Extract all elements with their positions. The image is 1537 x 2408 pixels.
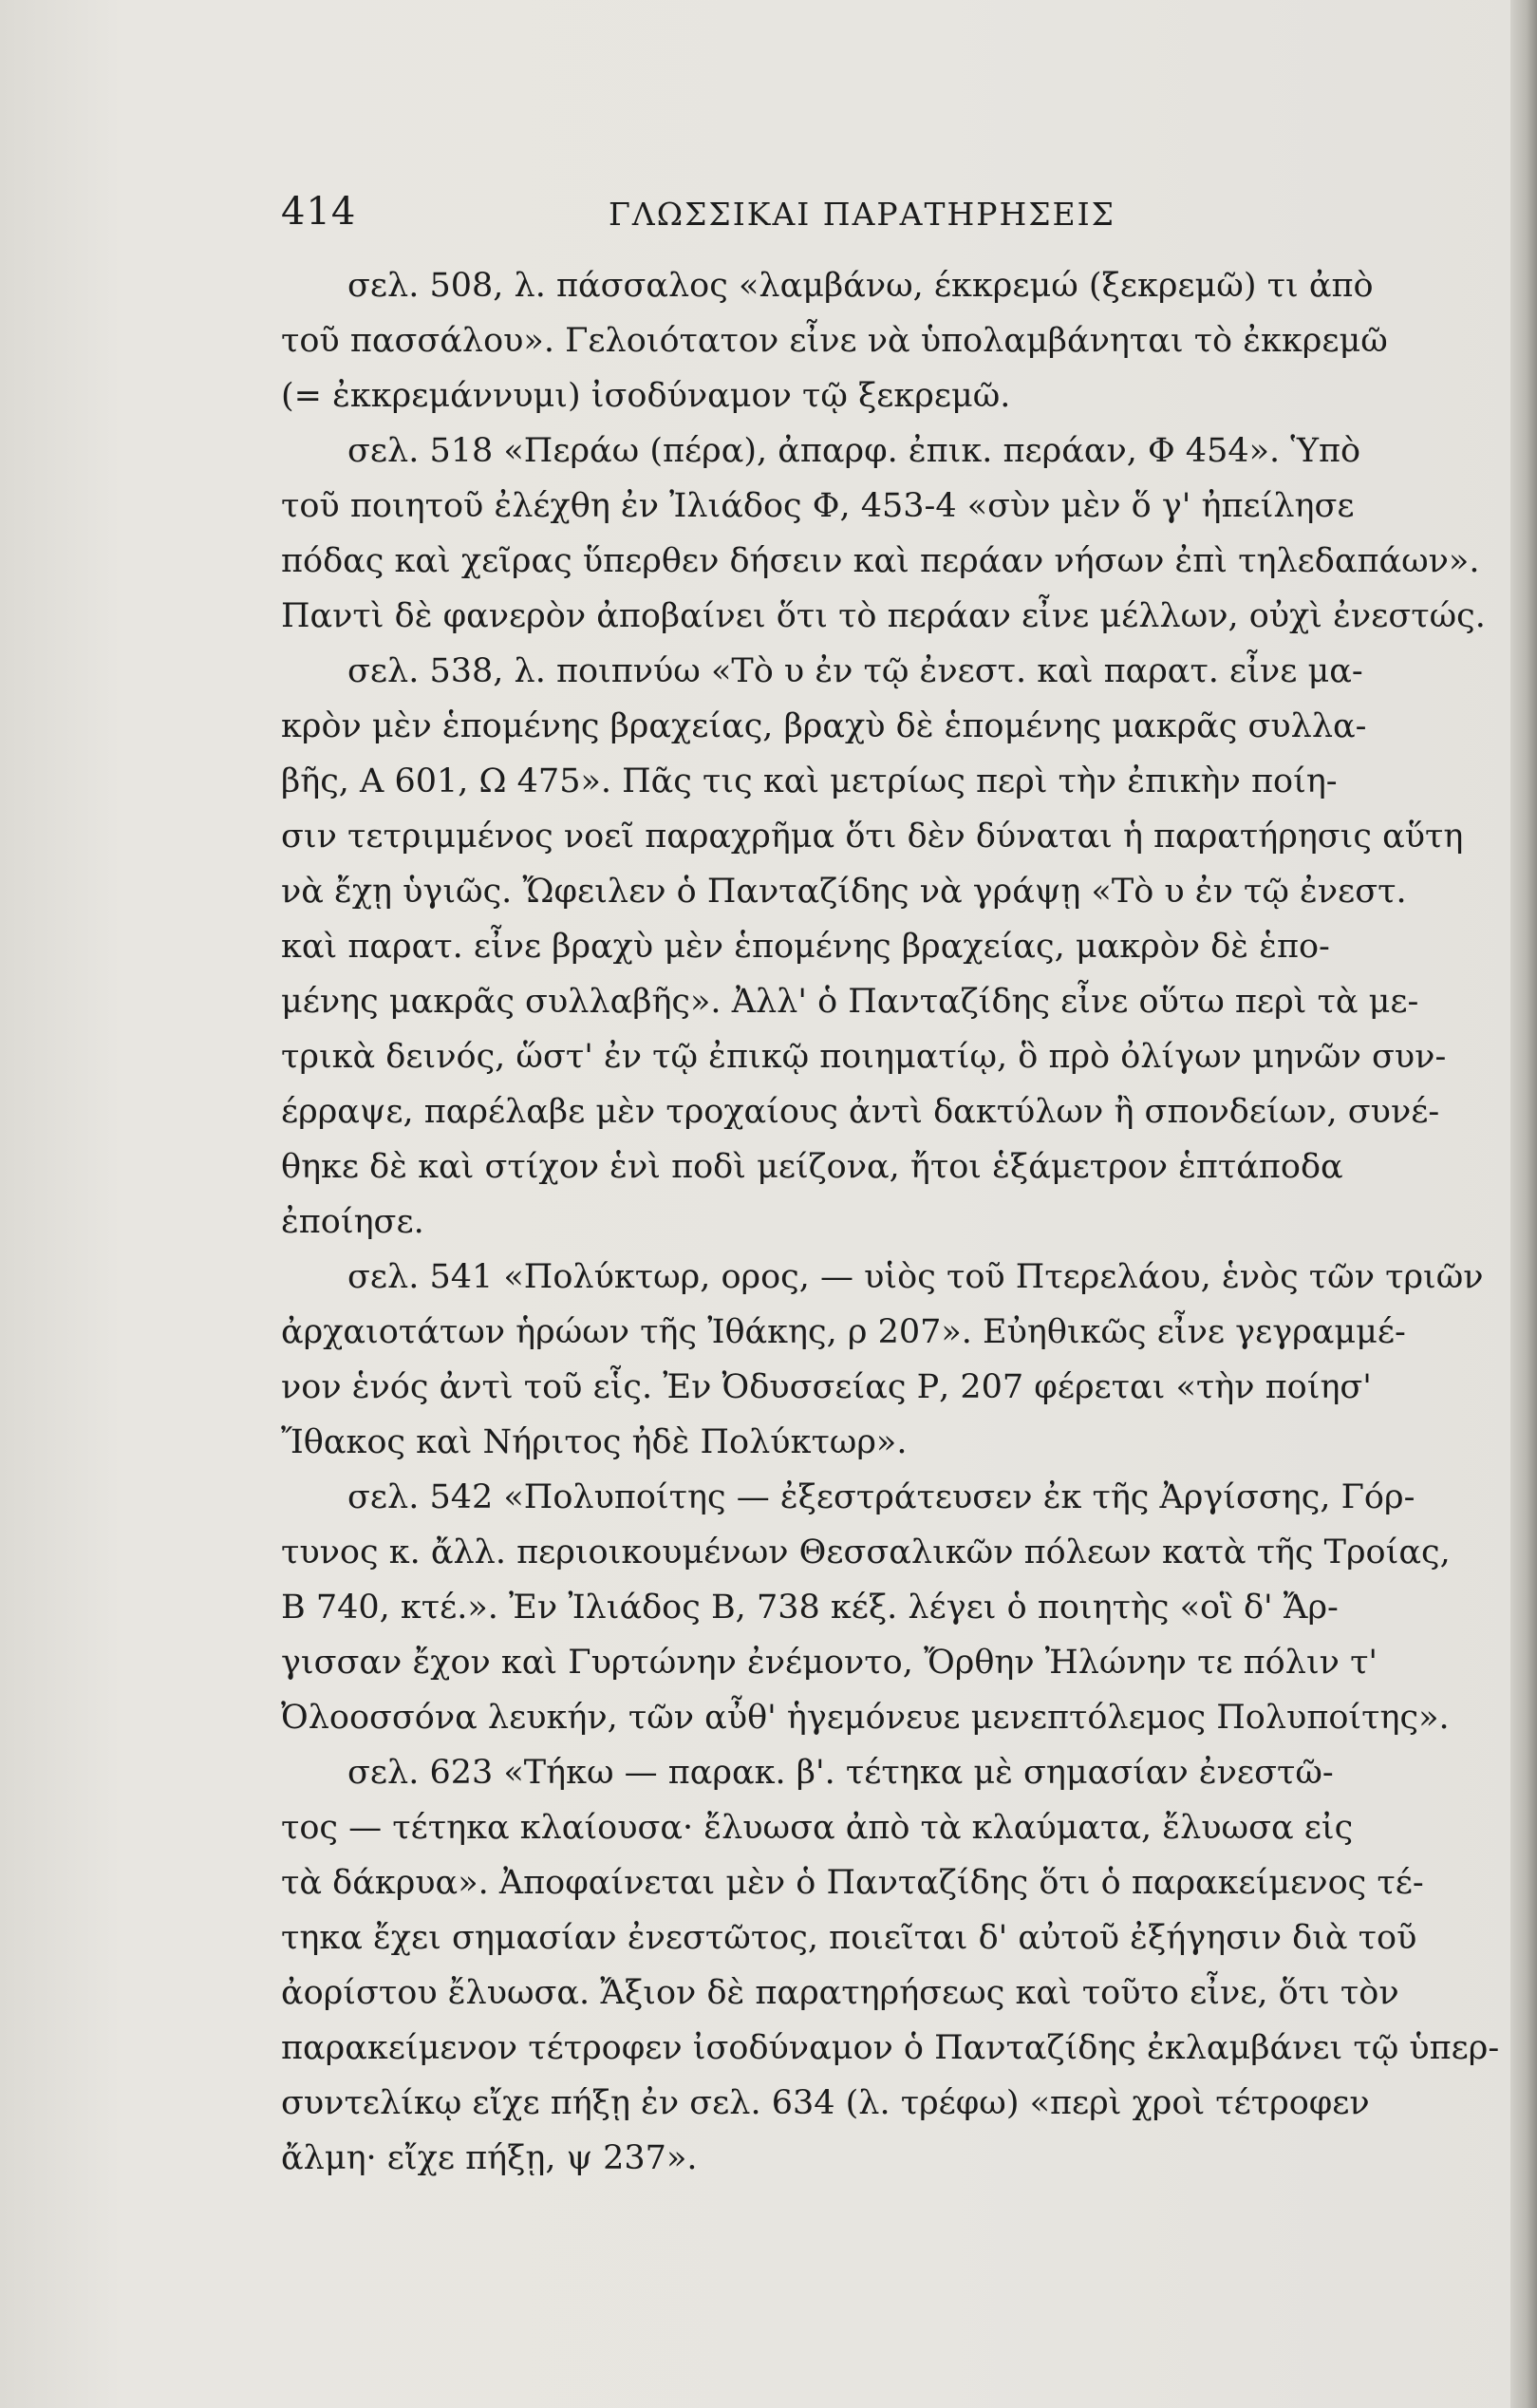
text-line: τηκα ἔχει σημασίαν ἐνεστῶτος, ποιεῖται δ' αὐτοῦ ἐξήγησιν διὰ τοῦ (281, 1919, 1417, 1957)
text-line: θηκε δὲ καὶ στίχον ἑνὶ ποδὶ μείζονα, ἤτοι ἑξάμετρον ἑπτάποδα (281, 1148, 1343, 1186)
text-line: (= ἐκκρεμάννυμι) ἰσοδύναμον τῷ ξεκρεμῶ. (281, 377, 1011, 415)
text-line: παρακείμενον τέτροφεν ἰσοδύναμον ὁ Πανταζίδης ἐκλαμβάνει τῷ ὑπερ- (281, 2029, 1500, 2067)
text-line: βῆς, Α 601, Ω 475». Πᾶς τις καὶ μετρίως περὶ τὴν ἐπικὴν ποίη- (281, 762, 1338, 800)
text-line: ἐποίησε. (281, 1203, 424, 1241)
text-line: τυνος κ. ἄλλ. περιοικουμένων Θεσσαλικῶν πόλεων κατὰ τῆς Τροίας, (281, 1533, 1451, 1571)
text-line: ἄλμη· εἴχε πήξῃ, ψ 237». (281, 2139, 698, 2177)
text-line: σελ. 541 «Πολύκτωρ, ορος, — υἱὸς τοῦ Πτερελάου, ἑνὸς τῶν τριῶν (347, 1258, 1484, 1296)
text-line: ἀορίστου ἔλυωσα. Ἄξιον δὲ παρατηρήσεως καὶ τοῦτο εἶνε, ὅτι τὸν (281, 1974, 1399, 2012)
text-line: σελ. 508, λ. πάσσαλος «λαμβάνω, έκκρεμώ (ξεκρεμῶ) τι ἀπὸ (347, 267, 1374, 305)
text-line: τοῦ ποιητοῦ ἐλέχθη ἐν Ἰλιάδος Φ, 453-4 «σὺν μὲν ὅ γ' ἠπείλησε (281, 487, 1355, 525)
text-line: γισσαν ἔχον καὶ Γυρτώνην ἐνέμοντο, Ὄρθην Ἠλώνην τε πόλιν τ' (281, 1644, 1378, 1682)
text-line: νον ἑνός ἀντὶ τοῦ εἷς. Ἐν Ὀδυσσείας Ρ, 207 φέρεται «τὴν ποίησ' (281, 1368, 1372, 1406)
text-line: σελ. 538, λ. ποιπνύω «Τὸ υ ἐν τῷ ἐνεστ. καὶ παρατ. εἶνε μα- (347, 652, 1363, 690)
text-line: σελ. 518 «Περάω (πέρα), ἀπαρφ. ἐπικ. περάαν, Φ 454». Ὑπὸ (347, 432, 1361, 470)
text-line: συντελίκῳ εἴχε πήξῃ ἐν σελ. 634 (λ. τρέφω) «περὶ χροὶ τέτροφεν (281, 2084, 1370, 2122)
text-line: Ὀλοοσσόνα λευκήν, τῶν αὖθ' ἡγεμόνευε μενεπτόλεμος Πολυποίτης». (281, 1699, 1450, 1737)
text-line: μένης μακρᾶς συλλαβῆς». Ἀλλ' ὁ Πανταζίδης εἶνε οὕτω περὶ τὰ με- (281, 983, 1419, 1021)
running-head: ΓΛΩΣΣΙΚΑΙ ΠΑΡΑΤΗΡΗΣΕΙΣ (609, 196, 1116, 233)
text-line: τοῦ πασσάλου». Γελοιότατον εἶνε νὰ ὑπολαμβάνηται τὸ ἐκκρεμῶ (281, 322, 1388, 360)
text-line: τὰ δάκρυα». Ἀποφαίνεται μὲν ὁ Πανταζίδης ὅτι ὁ παρακείμενος τέ- (281, 1864, 1424, 1902)
text-line: καὶ παρατ. εἶνε βραχὺ μὲν ἑπομένης βραχείας, μακρὸν δὲ ἑπο- (281, 928, 1330, 966)
text-line: πόδας καὶ χεῖρας ὕπερθεν δήσειν καὶ περάαν νήσων ἐπὶ τηλεδαπάων». (281, 542, 1480, 580)
text-line: κρὸν μὲν ἑπομένης βραχείας, βραχὺ δὲ ἑπομένης μακρᾶς συλλα- (281, 707, 1367, 745)
text-line: σελ. 542 «Πολυποίτης — ἐξεστράτευσεν ἐκ τῆς Ἀργίσσης, Γόρ- (347, 1478, 1415, 1516)
text-line: Β 740, κτέ.». Ἐν Ἰλιάδος Β, 738 κέξ. λέγει ὁ ποιητὴς «οἳ δ' Ἄρ- (281, 1589, 1339, 1627)
text-line: Παντὶ δὲ φανερὸν ἀποβαίνει ὅτι τὸ περάαν εἶνε μέλλων, οὐχὶ ἐνεστώς. (281, 597, 1486, 635)
body-text (281, 258, 1500, 2186)
text-line: τος — τέτηκα κλαίουσα· ἔλυωσα ἀπὸ τὰ κλαύματα, ἔλυωσα εἰς (281, 1809, 1354, 1847)
text-line: έρραψε, παρέλαβε μὲν τροχαίους ἀντὶ δακτύλων ἢ σπονδείων, συνέ- (281, 1093, 1440, 1131)
text-line: ἀρχαιοτάτων ἡρώων τῆς Ἰθάκης, ρ 207». Εὐηθικῶς εἶνε γεγραμμέ- (281, 1313, 1406, 1351)
text-line: σελ. 623 «Τήκω — παρακ. β'. τέτηκα μὲ σημασίαν ἐνεστῶ- (347, 1754, 1334, 1792)
page-header (281, 190, 1268, 247)
page-edge (1510, 0, 1537, 2408)
text-line: νὰ ἔχῃ ὑγιῶς. Ὤφειλεν ὁ Πανταζίδης νὰ γράψῃ «Τὸ υ ἐν τῷ ἐνεστ. (281, 873, 1407, 911)
text-line: Ἴθακος καὶ Νήριτος ἠδὲ Πολύκτωρ». (281, 1423, 908, 1461)
page-number: 414 (281, 190, 357, 234)
text-line: σιν τετριμμένος νοεῖ παραχρῆμα ὅτι δὲν δύναται ἡ παρατήρησις αὕτη (281, 818, 1464, 856)
text-line: τρικὰ δεινός, ὥστ' ἐν τῷ ἐπικῷ ποιηματίῳ, ὃ πρὸ ὀλίγων μηνῶν συν- (281, 1038, 1447, 1076)
